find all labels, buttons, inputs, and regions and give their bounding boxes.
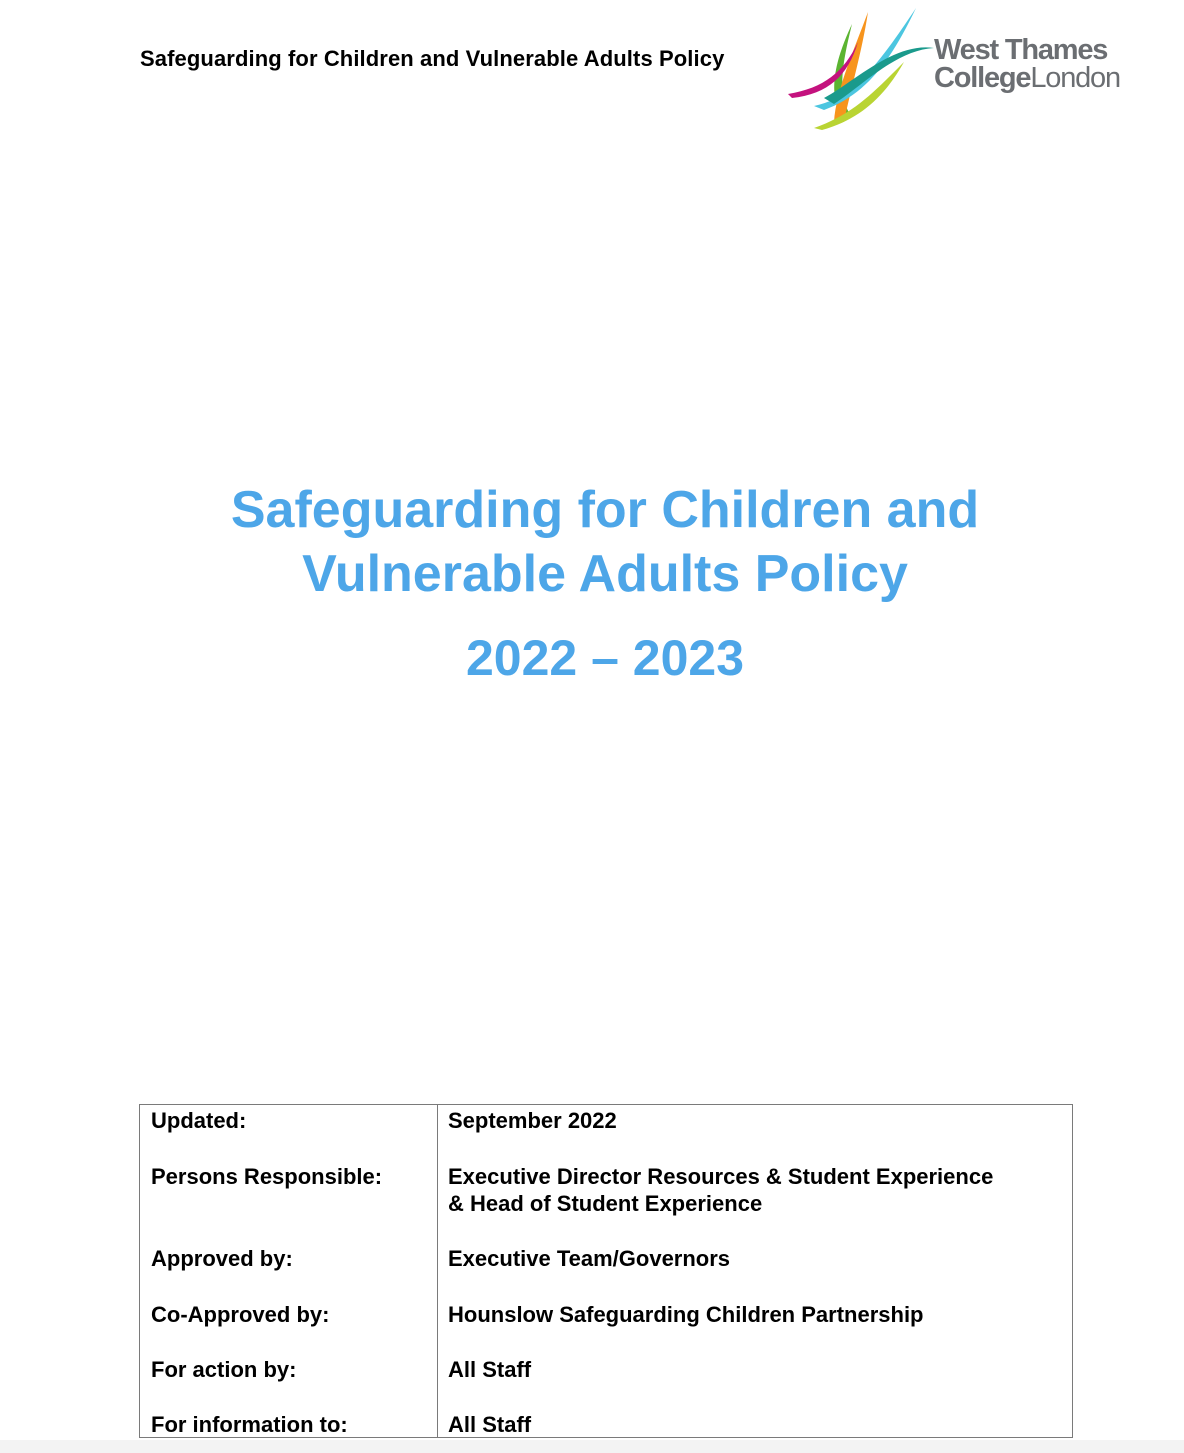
label-updated: Updated: [151, 1108, 247, 1133]
page-bottom-edge [0, 1440, 1184, 1453]
title-line-2: Vulnerable Adults Policy [302, 545, 908, 603]
value-for-information-to: All Staff [448, 1412, 532, 1437]
college-logo [784, 2, 1124, 132]
logo-word-london: London [1030, 62, 1120, 94]
value-persons-responsible-line-2: & Head of Student Experience [448, 1191, 763, 1216]
label-for-information-to: For information to: [151, 1412, 348, 1437]
swoosh-logo-icon [784, 2, 934, 132]
table-column-divider [437, 1105, 438, 1437]
label-persons-responsible: Persons Responsible: [151, 1164, 383, 1189]
label-co-approved-by: Co-Approved by: [151, 1302, 330, 1327]
label-approved-by: Approved by: [151, 1246, 293, 1271]
value-updated: September 2022 [448, 1108, 617, 1133]
logo-line-2 [934, 64, 1120, 92]
title-line-1: Safeguarding for Children and [230, 481, 980, 539]
document-title [0, 478, 1184, 688]
value-persons-responsible-line-1: Executive Director Resources & Student Experience [448, 1164, 994, 1189]
running-header: Safeguarding for Children and Vulnerable Adults Policy [140, 46, 725, 71]
logo-line-1: West Thames [934, 34, 1108, 66]
value-co-approved-by: Hounslow Safeguarding Children Partnership [448, 1302, 924, 1327]
value-approved-by: Executive Team/Governors [448, 1246, 731, 1271]
value-for-action-by: All Staff [448, 1357, 532, 1382]
label-for-action-by: For action by: [151, 1357, 297, 1382]
logo-word-college: College [934, 62, 1031, 94]
title-years: 2022 – 2023 [465, 630, 745, 686]
policy-info-table [139, 1104, 1073, 1438]
